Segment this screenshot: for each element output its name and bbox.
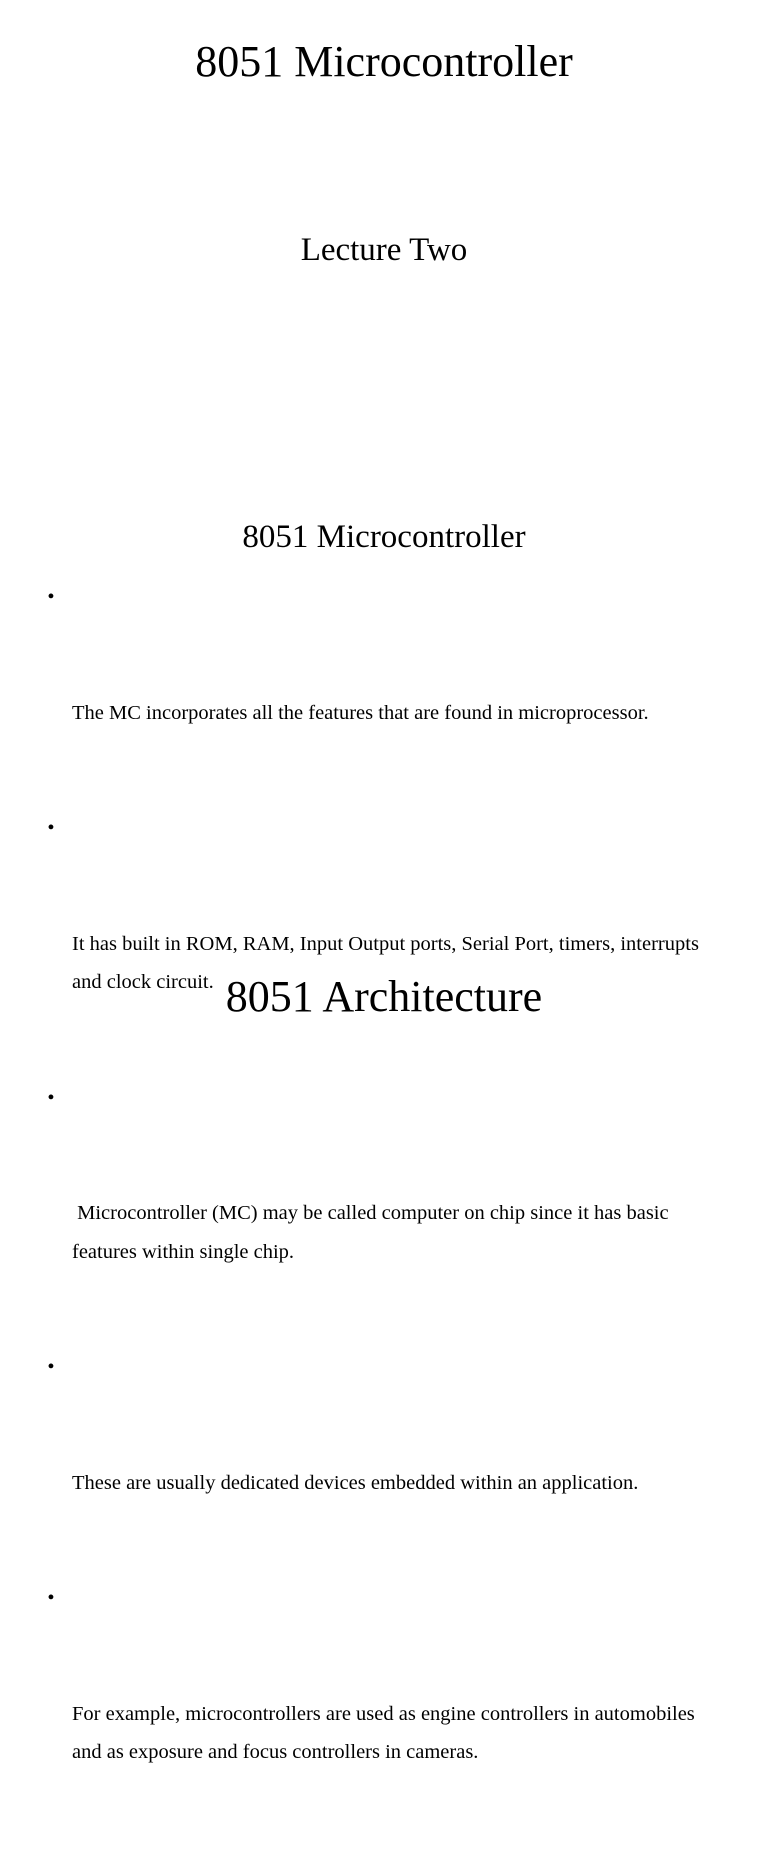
bullet-item-4 — [40, 1348, 740, 1579]
bullet-text: It has built in ROM, RAM, Input Output ports, Serial Port, timers, interrupts and clock circuit. — [72, 932, 705, 993]
bullet-text: The MC incorporates all the features that are found in microprocessor. — [72, 701, 649, 724]
bullet-item-2 — [40, 809, 740, 1079]
bullet-item-5 — [40, 1579, 740, 1849]
bullet-icon: • — [47, 586, 55, 608]
bullet-item-3 — [40, 1079, 740, 1349]
bullet-item-1 — [40, 578, 740, 809]
slide-title-architecture: 8051 Architecture — [225, 972, 543, 1021]
bullet-icon: • — [47, 1086, 55, 1109]
bullet-list — [40, 578, 740, 1849]
bullet-icon: • — [47, 817, 55, 839]
slide-subtitle-lecture: Lecture Two — [300, 232, 468, 268]
section-title-microcontroller: 8051 Microcontroller — [242, 519, 526, 555]
bullet-text: Microcontroller (MC) may be called computer on chip since it has basic features within single chip. — [72, 1202, 674, 1263]
bullet-text: These are usually dedicated devices embedded within an application. — [72, 1471, 639, 1494]
slide-title-microcontroller: 8051 Microcontroller — [195, 37, 573, 86]
bullet-icon: • — [47, 1587, 55, 1609]
bullet-text: For example, microcontrollers are used as engine controllers in automobiles and as exposure and focus controllers in cameras. — [72, 1702, 700, 1763]
bullet-icon: • — [47, 1356, 55, 1378]
